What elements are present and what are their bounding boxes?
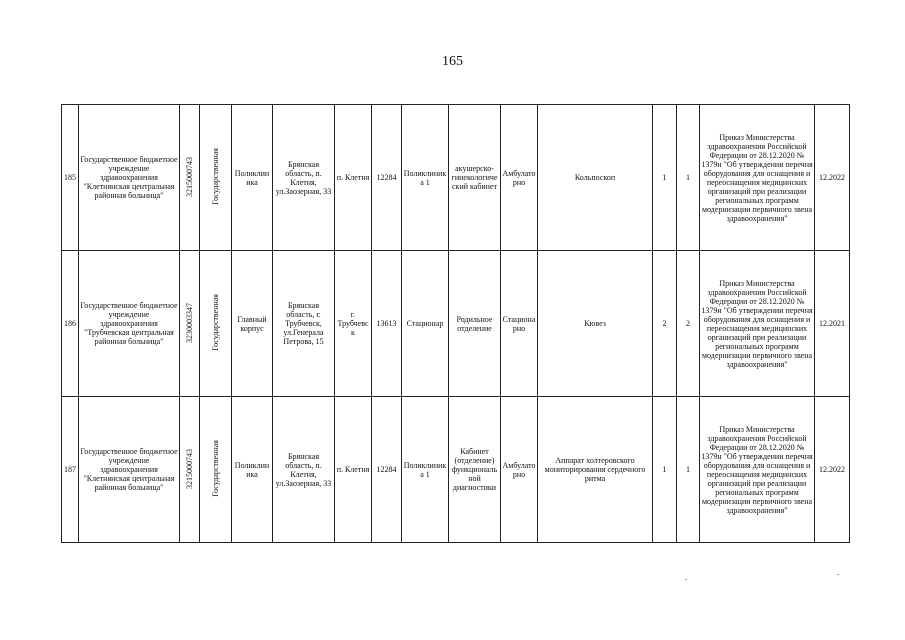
quantity-cell: 2 bbox=[677, 251, 700, 397]
inn-text: 3215000743 bbox=[185, 156, 194, 197]
organization-cell: Государственное бюджетное учреждение здравоохранения "Клетнянская центральная районная больница" bbox=[79, 397, 180, 543]
ownership-text: Государственная bbox=[211, 440, 220, 497]
organization-cell: Государственное бюджетное учреждение здравоохранения "Трубчевская центральная районная больница" bbox=[79, 251, 180, 397]
equipment-cell: Аппарат холтеровского мониторирования сердечного ритма bbox=[538, 397, 653, 543]
date-cell: 12.2022 bbox=[815, 105, 850, 251]
page-number: 165 bbox=[442, 54, 463, 69]
unit-cell: Поликлиника 1 bbox=[402, 397, 449, 543]
room-cell: Кабинет (отделение) функциональной диагностики bbox=[449, 397, 501, 543]
settlement-cell: п. Клетня bbox=[335, 105, 372, 251]
row-number: 186 bbox=[62, 251, 79, 397]
address-cell: Брянская область, п. Клетня, ул.Заозерная, 33 bbox=[273, 105, 335, 251]
order-cell: Приказ Министерства здравоохранения Российской Федерации от 28.12.2020 № 1379н "Об утверждении перечня оборудования для оснащения и переоснащения медицинских организаций при реализации региональных программ модернизации первичного звена здравоохранения" bbox=[700, 105, 815, 251]
code-cell: 13613 bbox=[372, 251, 402, 397]
unit-cell: Поликлиника 1 bbox=[402, 105, 449, 251]
order-cell: Приказ Министерства здравоохранения Российской Федерации от 28.12.2020 № 1379н "Об утверждении перечня оборудования для оснащения и переоснащения медицинских организаций при реализации региональных программ модернизации первичного звена здравоохранения" bbox=[700, 397, 815, 543]
building-cell: Поликлиника bbox=[232, 397, 273, 543]
inn-cell bbox=[180, 105, 200, 251]
code-cell: 12284 bbox=[372, 397, 402, 543]
inn-text: 3230003347 bbox=[185, 302, 194, 343]
inn-text: 3215000743 bbox=[185, 448, 194, 489]
room-cell: Родильное отделение bbox=[449, 251, 501, 397]
organization-cell: Государственное бюджетное учреждение здравоохранения "Клетнянская центральная районная больница" bbox=[79, 105, 180, 251]
address-cell: Брянская область, п. Клетня, ул.Заозерная, 33 bbox=[273, 397, 335, 543]
care-type-cell: Стационарно bbox=[501, 251, 538, 397]
ownership-cell bbox=[200, 397, 232, 543]
care-type-cell: Амбулаторно bbox=[501, 397, 538, 543]
settlement-cell: п. Клетня bbox=[335, 397, 372, 543]
ownership-cell bbox=[200, 105, 232, 251]
quantity-cell: 1 bbox=[677, 105, 700, 251]
building-cell: Главный корпус bbox=[232, 251, 273, 397]
equipment-cell: Кювез bbox=[538, 251, 653, 397]
equipment-cell: Кольпоскоп bbox=[538, 105, 653, 251]
ownership-text: Государственная bbox=[211, 294, 220, 351]
address-cell: Брянская область, г. Трубчевск, ул.Генерала Петрова, 15 bbox=[273, 251, 335, 397]
date-cell: 12.2021 bbox=[815, 251, 850, 397]
order-cell: Приказ Министерства здравоохранения Российской Федерации от 28.12.2020 № 1379н "Об утверждении перечня оборудования для оснащения и переоснащения медицинских организаций при реализации региональных программ модернизации первичного звена здравоохранения" bbox=[700, 251, 815, 397]
unit-cell: Стационар bbox=[402, 251, 449, 397]
code-cell: 12284 bbox=[372, 105, 402, 251]
scan-speck bbox=[685, 579, 687, 580]
inn-cell bbox=[180, 397, 200, 543]
scan-speck bbox=[837, 574, 839, 575]
care-type-cell: Амбулаторно bbox=[501, 105, 538, 251]
quantity-cell: 1 bbox=[653, 105, 677, 251]
room-cell: акушерско-гинекологический кабинет bbox=[449, 105, 501, 251]
row-number: 187 bbox=[62, 397, 79, 543]
quantity-cell: 2 bbox=[653, 251, 677, 397]
table-row bbox=[62, 251, 850, 397]
quantity-cell: 1 bbox=[677, 397, 700, 543]
table-row bbox=[62, 397, 850, 543]
ownership-text: Государственная bbox=[211, 148, 220, 205]
inn-cell bbox=[180, 251, 200, 397]
table-row bbox=[62, 105, 850, 251]
row-number: 185 bbox=[62, 105, 79, 251]
equipment-table bbox=[61, 104, 850, 543]
ownership-cell bbox=[200, 251, 232, 397]
settlement-cell: г. Трубчевск bbox=[335, 251, 372, 397]
date-cell: 12.2022 bbox=[815, 397, 850, 543]
building-cell: Поликлиника bbox=[232, 105, 273, 251]
quantity-cell: 1 bbox=[653, 397, 677, 543]
